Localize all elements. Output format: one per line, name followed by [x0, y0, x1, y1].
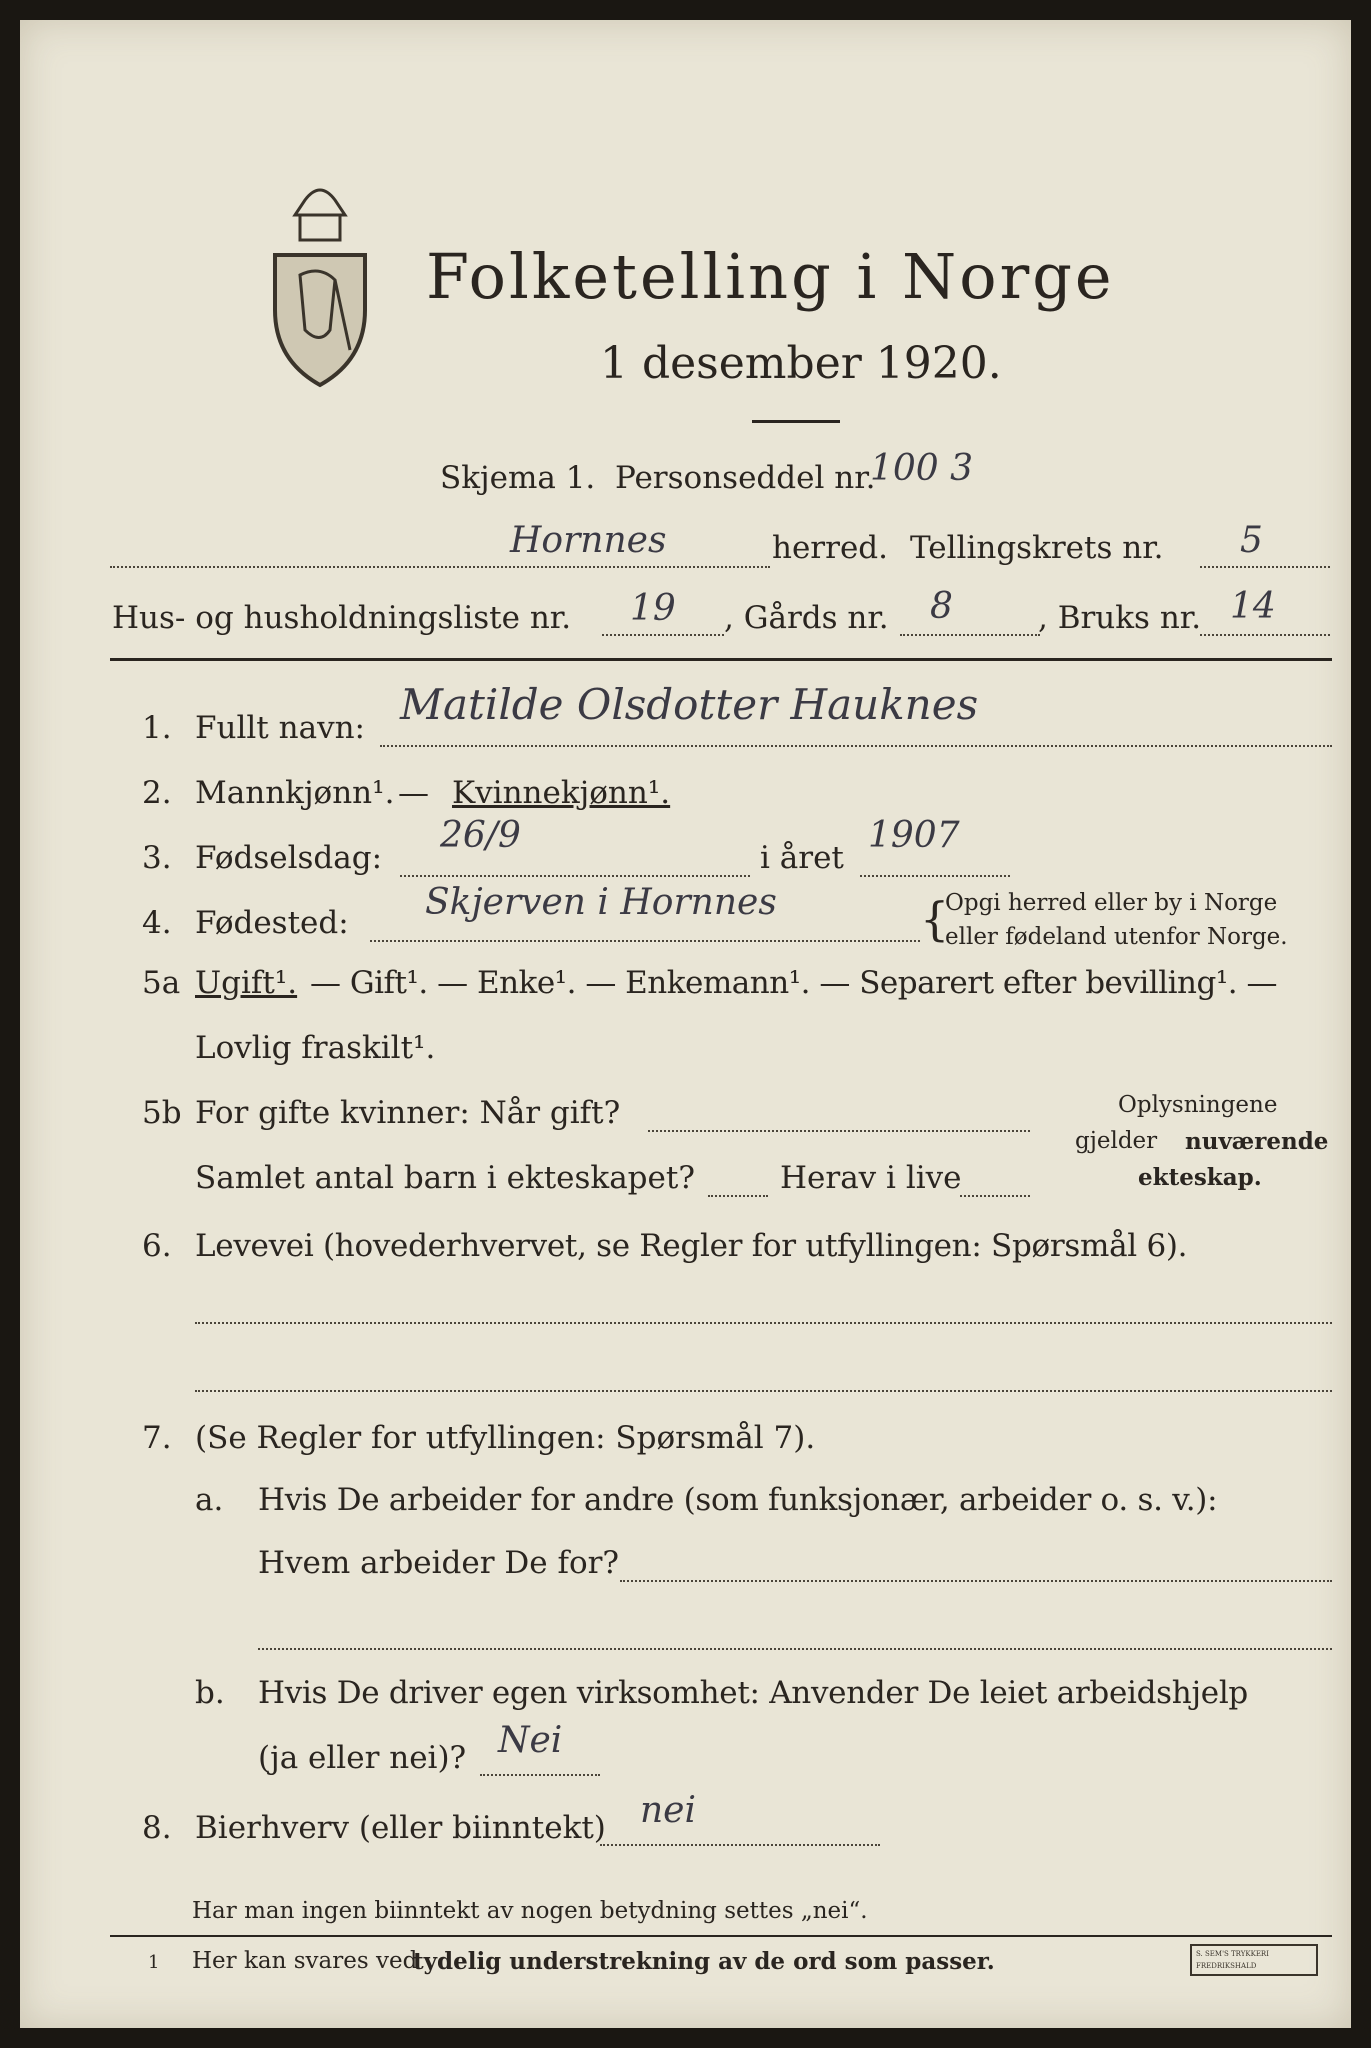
q4-brace: {	[920, 892, 950, 946]
q7a-text: Hvis De arbeider for andre (som funksjonær, arbeider o. s. v.):	[258, 1482, 1218, 1518]
q4-line	[370, 940, 920, 942]
q5a-number: 5a	[142, 965, 181, 1001]
q5b-alive-line	[960, 1195, 1030, 1197]
tellingskrets-line	[1200, 566, 1330, 568]
hus-value[interactable]: 19	[630, 588, 676, 629]
q1-label: Fullt navn:	[195, 710, 365, 746]
q7a-employer-line2	[258, 1648, 1332, 1650]
bruks-label: , Bruks nr.	[1038, 600, 1202, 636]
census-date: 1 desember 1920.	[600, 338, 1002, 389]
form-title: Folketelling i Norge	[426, 240, 1115, 313]
q4-number: 4.	[142, 905, 172, 941]
hus-line	[602, 634, 724, 636]
q8-number: 8.	[142, 1810, 172, 1846]
q6-line2	[195, 1390, 1332, 1392]
q2-dash: —	[398, 775, 429, 811]
q3-year-label: i året	[760, 840, 844, 876]
q2-female[interactable]: Kvinnekjønn¹.	[452, 775, 671, 811]
q7-label: (Se Regler for utfyllingen: Spørsmål 7).	[195, 1420, 816, 1456]
q1-fullname-value[interactable]: Matilde Olsdotter Hauknes	[400, 680, 979, 729]
footnote-text-plain: Her kan svares ved	[192, 1948, 418, 1974]
tellingskrets-value[interactable]: 5	[1240, 520, 1263, 561]
q3-number: 3.	[142, 840, 172, 876]
q5b-alive-label: Herav i live	[780, 1160, 962, 1196]
title-divider	[752, 420, 840, 423]
q5b-note-line2a: gjelder	[1075, 1128, 1158, 1154]
q8-line	[600, 1844, 880, 1846]
q7a-employer-line	[620, 1580, 1332, 1582]
q3-line	[400, 875, 750, 877]
footnote-number: 1	[148, 1952, 160, 1973]
skjema-label: Skjema 1.	[440, 460, 596, 496]
tellingskrets-label: Tellingskrets nr.	[910, 530, 1164, 566]
census-form	[20, 20, 1351, 2028]
q7b-letter: b.	[195, 1675, 225, 1711]
q7b-value[interactable]: Nei	[498, 1720, 563, 1761]
personseddel-label: Personseddel nr.	[615, 460, 876, 496]
q4-note-line2: eller fødeland utenfor Norge.	[945, 924, 1288, 950]
q8-value[interactable]: nei	[640, 1790, 697, 1831]
bruks-value[interactable]: 14	[1230, 586, 1276, 627]
q5b-note-line1: Oplysningene	[1118, 1092, 1278, 1118]
herred-label: herred.	[772, 530, 888, 566]
q7b-question: (ja eller nei)?	[258, 1740, 467, 1776]
footnote-text-bold: tydelig understrekning av de ord som passer.	[413, 1948, 995, 1975]
q3-year-line	[860, 875, 1010, 877]
q5b-children-label: Samlet antal barn i ekteskapet?	[195, 1160, 695, 1196]
printer-stamp-text: S. SEM'S TRYKKERI FREDRIKSHALD	[1196, 1950, 1269, 1970]
q5b-children-line	[708, 1195, 768, 1197]
printer-stamp	[1190, 1944, 1318, 1976]
q3-year-value[interactable]: 1907	[868, 815, 960, 856]
q5a-ugift[interactable]: Ugift¹.	[195, 965, 298, 1001]
q2-number: 2.	[142, 775, 172, 811]
coat-of-arms-icon	[265, 180, 375, 390]
gards-line	[900, 634, 1040, 636]
q4-note-line1: Opgi herred eller by i Norge	[945, 890, 1278, 916]
personseddel-value[interactable]: 100 3	[870, 448, 974, 489]
q7b-line	[480, 1774, 600, 1776]
q3-label: Fødselsdag:	[195, 840, 383, 876]
q6-number: 6.	[142, 1228, 172, 1264]
hus-label: Hus- og husholdningsliste nr.	[112, 600, 572, 636]
footer-note: Har man ingen biinntekt av nogen betydning settes „nei“.	[192, 1898, 868, 1924]
q5b-married-label: For gifte kvinner: Når gift?	[195, 1095, 621, 1131]
q6-line1	[195, 1322, 1332, 1324]
q1-number: 1.	[142, 710, 172, 746]
q5b-number: 5b	[142, 1095, 182, 1131]
q5a-line2: Lovlig fraskilt¹.	[195, 1030, 436, 1066]
herred-value[interactable]: Hornnes	[510, 520, 667, 561]
q5a-options: — Gift¹. — Enke¹. — Enkemann¹. — Separert efter bevilling¹. —	[310, 965, 1277, 1001]
gards-label: , Gårds nr.	[724, 600, 889, 636]
gards-value[interactable]: 8	[930, 586, 953, 627]
q7b-text: Hvis De driver egen virksomhet: Anvender De leiet arbeidshjelp	[258, 1675, 1248, 1711]
bruks-line	[1200, 634, 1330, 636]
q5b-note-line3: ekteskap.	[1138, 1164, 1262, 1191]
q7-number: 7.	[142, 1420, 172, 1456]
q1-line	[380, 745, 1332, 747]
header-divider	[110, 658, 1332, 661]
q5b-married-line	[648, 1130, 1030, 1132]
q4-birthplace-value[interactable]: Skjerven i Hornnes	[425, 882, 777, 923]
q2-male: Mannkjønn¹.	[195, 775, 395, 811]
herred-line	[110, 566, 770, 568]
q7a-employer-label: Hvem arbeider De for?	[258, 1545, 620, 1581]
q6-label: Levevei (hovederhvervet, se Regler for utfyllingen: Spørsmål 6).	[195, 1228, 1188, 1264]
q5b-note-line2b: nuværende	[1185, 1128, 1329, 1155]
footer-divider	[110, 1935, 1332, 1937]
q4-label: Fødested:	[195, 905, 349, 941]
q7a-letter: a.	[195, 1482, 224, 1518]
q3-birthday-value[interactable]: 26/9	[440, 815, 521, 856]
q8-label: Bierhverv (eller biinntekt)	[195, 1810, 606, 1846]
